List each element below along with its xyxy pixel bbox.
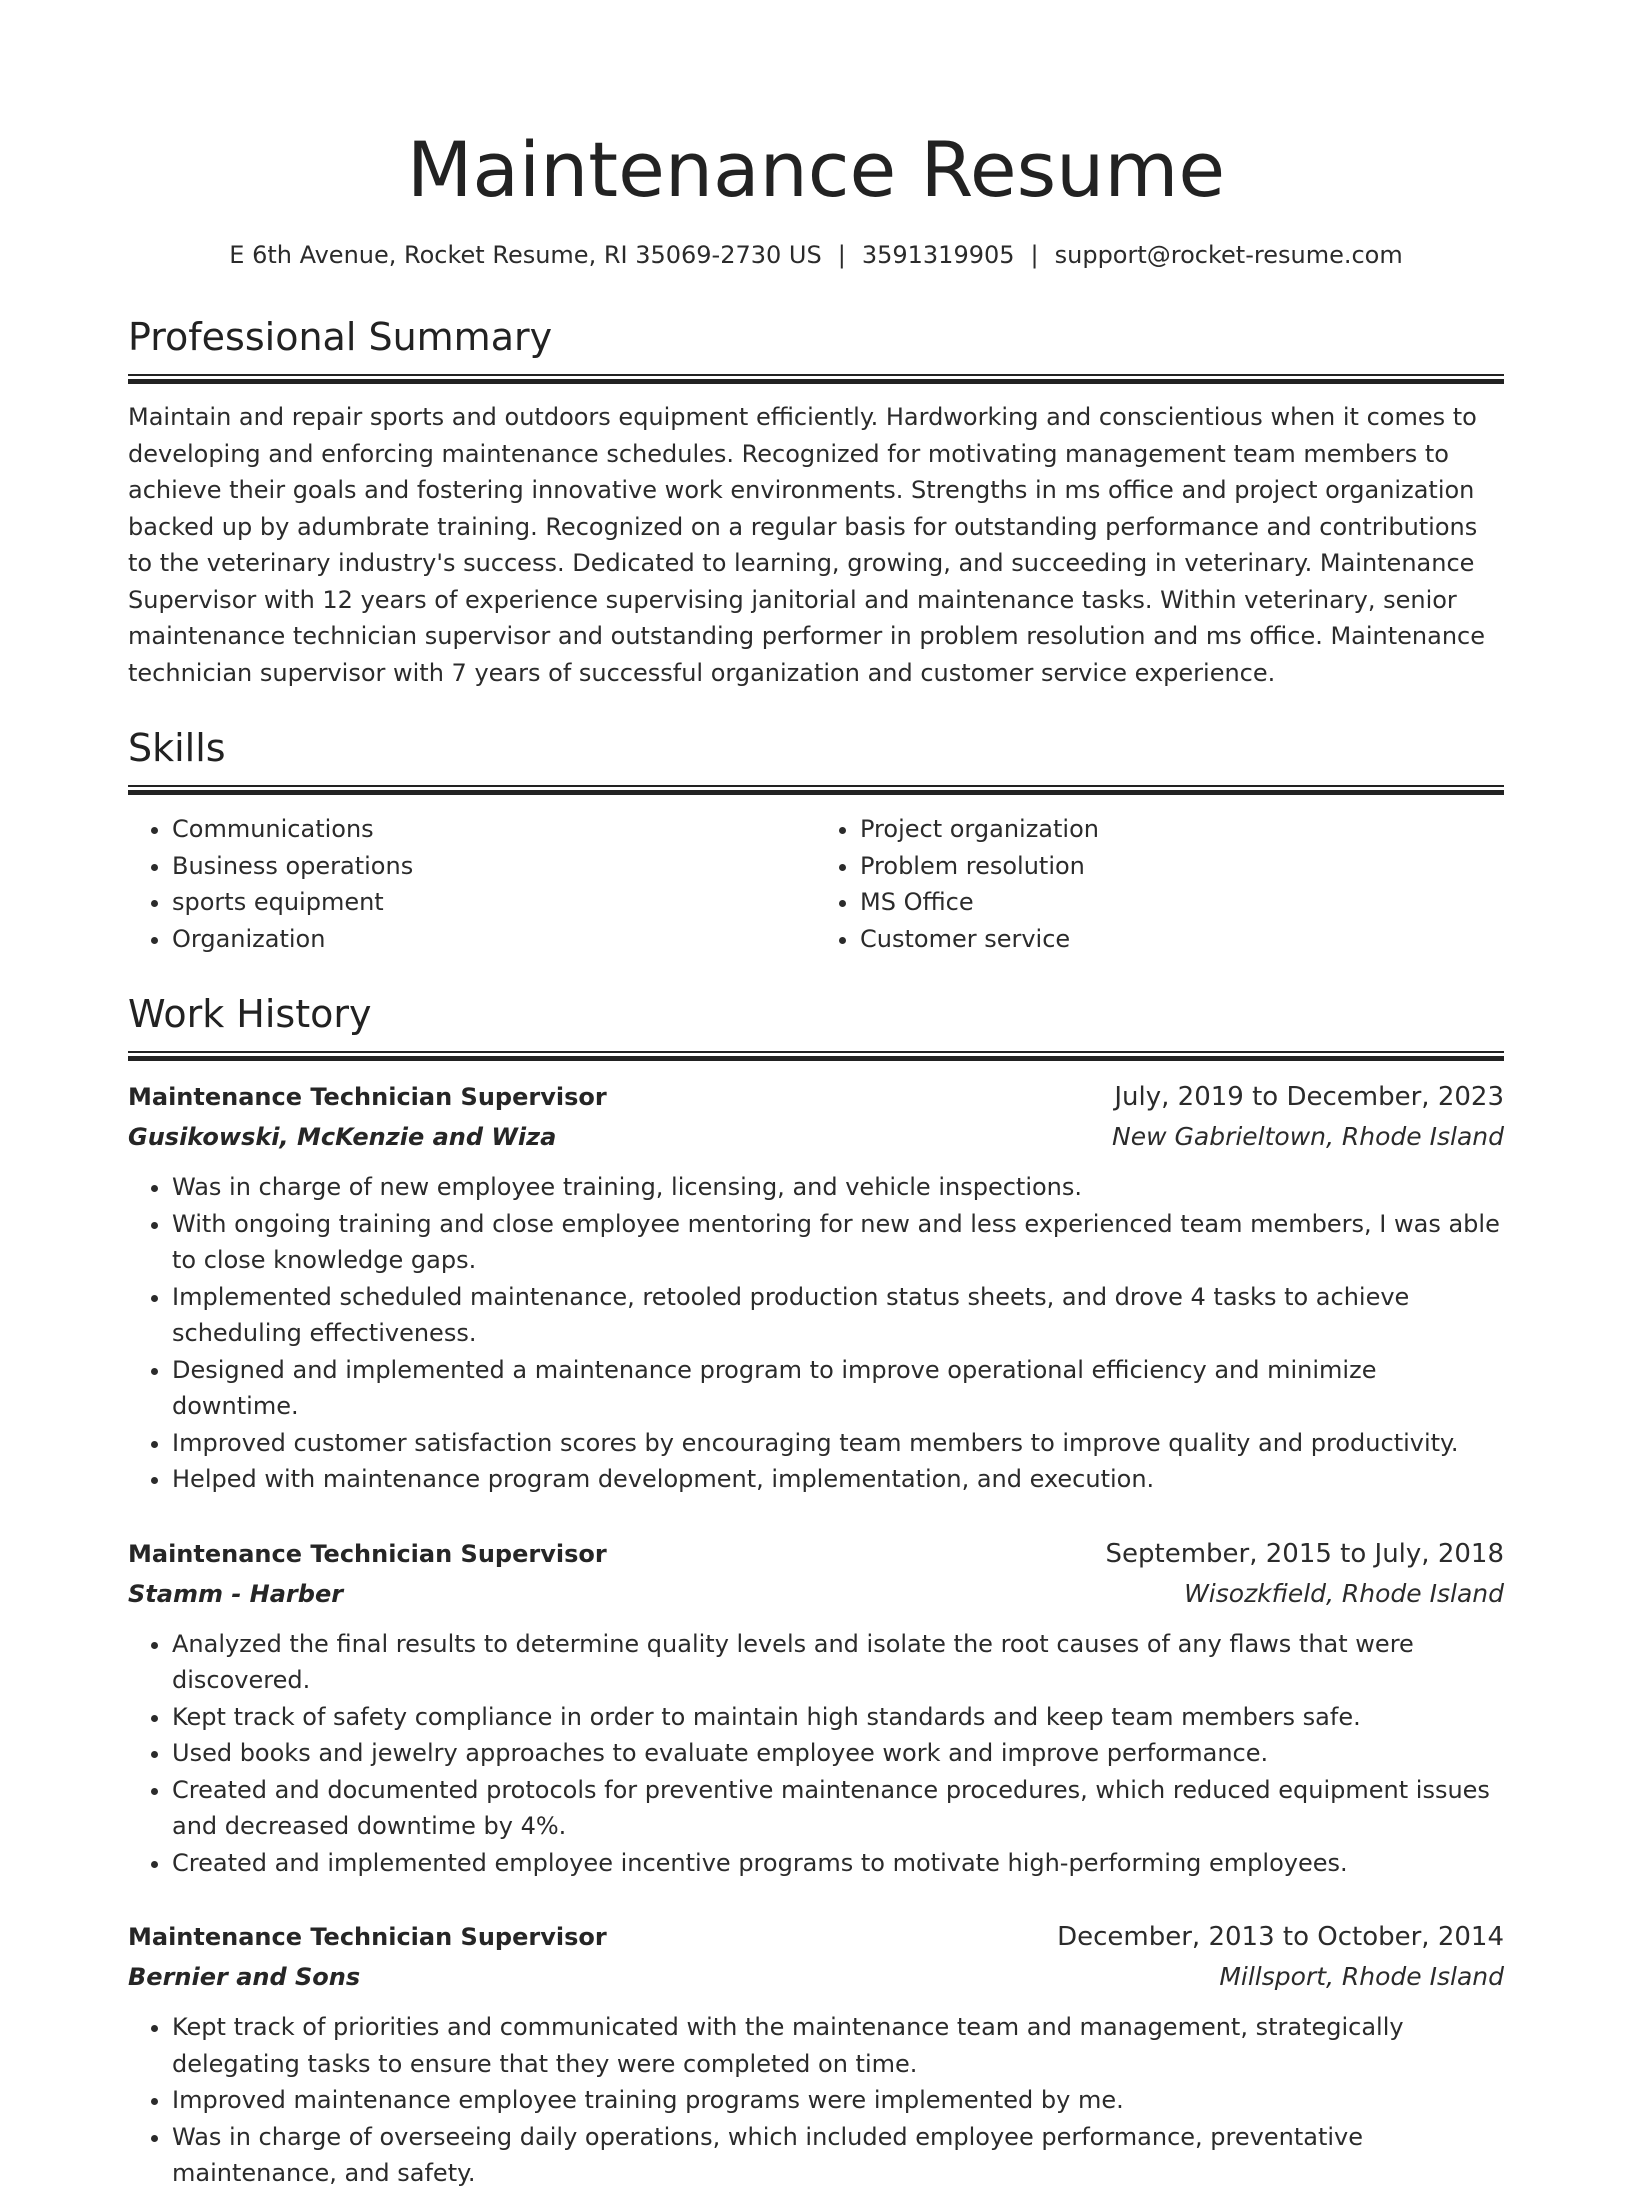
skill-item: • MS Office (860, 884, 1504, 921)
job-bullet: • Created and implemented employee incentive programs to motivate high-performing employees. (172, 1845, 1504, 1882)
job-location: Millsport, Rhode Island (1219, 1962, 1504, 1991)
skill-item: • Problem resolution (860, 848, 1504, 885)
job-bullet: • Kept track of safety compliance in order to maintain high standards and keep team members safe. (172, 1699, 1504, 1736)
job-bullet: • Improved customer satisfaction scores by encouraging team members to improve quality and productivity. (172, 1425, 1504, 1462)
job-dates: July, 2019 to December, 2023 (1114, 1082, 1504, 1112)
section-heading-work: Work History (128, 992, 372, 1036)
job-bullet: • Helped with maintenance program development, implementation, and execution. (172, 1461, 1504, 1498)
job-bullet: • Implemented scheduled maintenance, retooled production status sheets, and drove 4 tasks to achieve scheduling effectiveness. (172, 1279, 1504, 1352)
job-company-row (128, 1117, 1504, 1157)
job-dates: September, 2015 to July, 2018 (1105, 1538, 1504, 1569)
professional-summary-section (128, 312, 1504, 691)
section-divider (128, 785, 1504, 795)
job-title: Maintenance Technician Supervisor (128, 1083, 607, 1111)
job-header-row (128, 1077, 1504, 1117)
job-company: Bernier and Sons (128, 1963, 361, 1991)
job-bullet: • Used books and jewelry approaches to evaluate employee work and improve performance. (172, 1735, 1504, 1772)
job-entry (128, 1534, 1504, 1882)
job-title: Maintenance Technician Supervisor (128, 1539, 607, 1568)
job-bullets (128, 1626, 1504, 1882)
job-bullet: • Designed and implemented a maintenance program to improve operational efficiency and minimize downtime. (172, 1352, 1504, 1425)
skills-section (128, 723, 1504, 957)
job-entry (128, 1077, 1504, 1498)
job-bullet: • Was in charge of new employee training, licensing, and vehicle inspections. (172, 1169, 1504, 1206)
contact-email: support@rocket-resume.com (1054, 241, 1403, 269)
job-entry (128, 1917, 1504, 2192)
section-divider (128, 374, 1504, 384)
summary-text: Maintain and repair sports and outdoors equipment efficiently. Hardworking and conscientious when it comes to developing and enforcing maintenance schedules. Recognized for motivating management team members to achieve their goals and fostering innovative work environments. Strengths in ms office and project organization backed up by adumbrate training. Recognized on a regular basis for outstanding performance and contributions to the veterinary industry's success. Dedicated to learning, growing, and succeeding in veterinary. Maintenance Supervisor with 12 years of experience supervising janitorial and maintenance tasks. Within veterinary, senior maintenance technician supervisor and outstanding performer in problem resolution and ms office. Maintenance technician supervisor with 7 years of successful organization and customer service experience. (128, 403, 1486, 687)
work-history-section (128, 989, 1504, 2192)
job-bullet: • Was in charge of overseeing daily operations, which included employee performance, preventative maintenance, and safety. (172, 2119, 1504, 2192)
job-bullets (128, 2009, 1504, 2192)
skills-list-right (816, 811, 1504, 957)
section-heading-skills: Skills (128, 726, 226, 770)
job-title: Maintenance Technician Supervisor (128, 1923, 607, 1951)
job-bullets (128, 1169, 1504, 1498)
job-header-row (128, 1534, 1504, 1574)
job-company: Stamm - Harber (128, 1579, 344, 1608)
contact-address: E 6th Avenue, Rocket Resume, RI 35069-2730 US (229, 241, 822, 269)
skill-item: • Customer service (860, 921, 1504, 958)
job-company: Gusikowski, McKenzie and Wiza (128, 1123, 557, 1151)
job-bullet: • Analyzed the final results to determine quality levels and isolate the root causes of any flaws that were discovered. (172, 1626, 1504, 1699)
job-location: New Gabrieltown, Rhode Island (1112, 1122, 1504, 1151)
contact-separator: | (837, 241, 846, 269)
job-bullet: • Improved maintenance employee training programs were implemented by me. (172, 2082, 1504, 2119)
section-divider (128, 1051, 1504, 1061)
resume-title: Maintenance Resume (406, 125, 1226, 214)
job-bullet: • Created and documented protocols for preventive maintenance procedures, which reduced equipment issues and decreased downtime by 4%. (172, 1772, 1504, 1845)
job-dates: December, 2013 to October, 2014 (1057, 1922, 1504, 1952)
section-heading-summary: Professional Summary (128, 315, 553, 359)
job-bullet: • With ongoing training and close employee mentoring for new and less experienced team members, I was able to close knowledge gaps. (172, 1206, 1504, 1279)
job-location: Wisozkfield, Rhode Island (1184, 1578, 1504, 1608)
skill-item: • Project organization (860, 811, 1504, 848)
contact-separator: | (1030, 241, 1039, 269)
job-bullet: • Kept track of priorities and communicated with the maintenance team and management, strategically delegating tasks to ensure that they were completed on time. (172, 2009, 1504, 2082)
contact-phone: 3591319905 (861, 241, 1015, 269)
skills-columns (128, 811, 1504, 957)
skills-list-left (128, 811, 816, 957)
skill-item: • Business operations (172, 848, 816, 885)
skill-item: • sports equipment (172, 884, 816, 921)
skill-item: • Organization (172, 921, 816, 958)
contact-line (128, 238, 1504, 272)
skill-item: • Communications (172, 811, 816, 848)
job-company-row (128, 1957, 1504, 1997)
job-header-row (128, 1917, 1504, 1957)
job-company-row (128, 1574, 1504, 1614)
